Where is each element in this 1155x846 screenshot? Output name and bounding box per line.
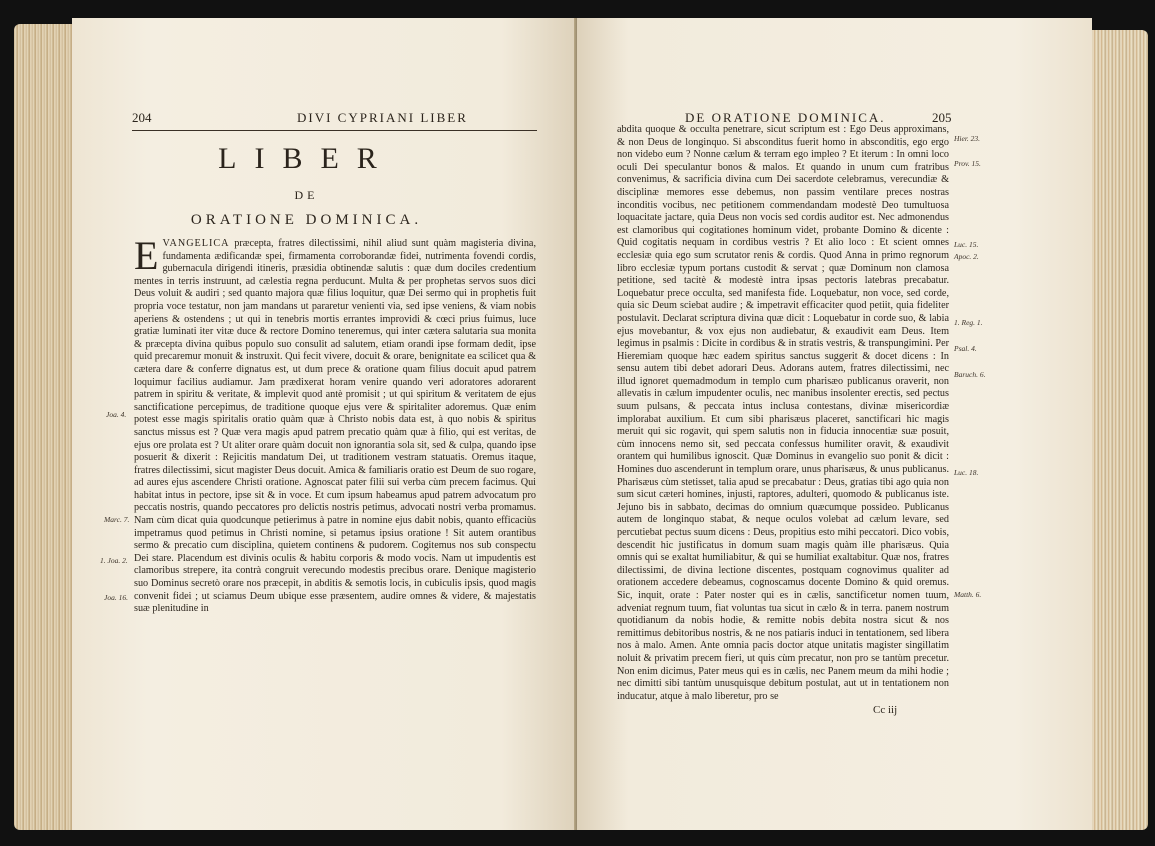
right-body-text (617, 124, 949, 704)
margin-note: Baruch. 6. (954, 370, 986, 379)
margin-note: Prov. 15. (954, 159, 981, 168)
open-book (8, 10, 1148, 836)
right-page (577, 18, 1092, 830)
margin-note: Hier. 23. (954, 134, 981, 143)
margin-note: Joa. 4. (106, 410, 127, 419)
margin-note: Luc. 18. (954, 468, 979, 477)
left-page (72, 18, 577, 830)
margin-note: 1. Reg. 1. (954, 318, 983, 327)
margin-note: 1. Joa. 2. (100, 556, 128, 565)
opening-word: VANGELICA (162, 238, 230, 249)
title-sub: ORATIONE DOMINICA. (190, 212, 423, 228)
page-number-right: 205 (932, 110, 952, 125)
right-body: abdita quoque & occulta penetrare, sicut scriptum est : Ego Deus approximans, & non Deus de longinquo. Si absconditus fuerit homo in absconditis, ego ergo non videbo eum ? Nonne cælum & terram ego impleo ? Et iterum : In omni loco oculi Dei speculantur bonos & malos. Et quando in unum cum fratribus convenimus, & sacrificia divina cum Dei sacerdote celebramus, verecundiæ & disciplinæ memores esse debemus, non passim ventilare preces nostras inconditis vocibus, nec petitionem commendandam modestè Deo tumultuosa loquacitate jactare, quia Deus non vocis sed cordis auditor est. Nec admonendus est clamoribus qui cogitationes hominum videt, probante Domino & dicente : Quid cogitatis nequam in cordibus vestris ? Et alio loco : Et scient omnes ecclesiæ quia ego sum scrutator renis & cordis. Quod Anna in primo regnorum libro ecclesiæ typum portans custodit & servat ; quæ Dominum non clamosa petitione, sed tacitè & modestè intra ipsas pectoris latebras precabatur. Loquebatur prece occulta, sed manifesta fide. Loquebatur, non voce, sed corde, quia sic Deum sciebat audire ; & impetravit efficaciter quod petiit, quia fideliter postulavit. Declarat scriptura divina quæ dicit : Loquebatur in corde suo, & labia ejus movebantur, & vox ejus non audiebatur, & exaudivit eam Deus. Item legimus in psalmis : Dicite in cordibus & in stratis vestris, & transpungimini. Per Hieremiam quoque hæc eadem spiritus sanctus suggerit & docet dicens : In sensu autem tibi debet adorari Deus. Adorans autem, fratres dilectissimi, nec illud ignoret quemadmodum in templo cum pharisæo publicanus oraverit, non allevatis in cælum impudenter oculis, nec manibus insolenter erectis, sed pectus suum pulsans, & peccata intus inclusa contestans, divinæ misericordiæ implorabat auxilium. Et cum sibi pharisæus placeret, sanctificari hic magis meruit qui sic rogavit, qui spem salutis non in fiducia innocentiæ suæ posuit, cùm innocens nemo sit, sed peccata confessus humiliter oravit, & exaudivit orantem qui humilibus ignoscit. Quæ Dominus in evangelio suo ponit & dicit : Homines duo ascenderunt in templum orare, unus pharisæus, & unus publicanus. Pharisæus cùm stetisset, talia apud se precabatur : Deus, gratias tibi ago quia non sum sicut cæteri homines, injusti, raptores, adulteri, quomodo & publicanus iste. Jejuno bis in sabbato, decimas do omnium quæcumque possideo. Publicanus autem de longinquo stabat, & neque oculos volebat ad cælum levare, sed percutiebat pectus suum dicens : Deus, propitius esto mihi peccatori. Dico vobis, descendit hic justificatus in domum suam magis quàm ille pharisæus. Quia omnis qui se exaltat humiliabitur, & qui se humiliat exaltabitur. Quæ nos, fratres dilectissimi, de divina lectione discentes, postquam cognovimus qualiter ad orationem accedere debeamus, cognoscamus docente Domino & quid oremus. Sic, inquit, orate : Pater noster qui es in cælis, sanctificetur nomen tuum, adveniat regnum tuum, fiat voluntas tua sicut in cælo & in terra. panem nostrum quotidianum da nobis hodie, & remitte nobis debita nostra sicut & nos remittimus debitoribus nostris, & ne nos patiaris induci in tentationem, sed libera nos à malo. Amen. Ante omnia pacis doctor atque unitatis magister singillatim noluit & privatim precem fieri, ut quis cùm precatur, non pro se tantùm precetur. Non enim dicimus, Pater meus qui es in cælis, nec Panem meum da mihi hodie ; nec dimitti sibi tantùm unusquisque debitum postulat, aut ut in tentationem non inducatur, atque à malo liberetur, pro se (617, 124, 949, 702)
title-de: DE (294, 188, 319, 202)
left-body: præcepta, fratres dilectissimi, nihil aliud sunt quàm magisteria divina, fundamenta ædificandæ spei, firmamenta corroborandæ fidei, nutrimenta fovendi cordis, gubernacula dirigendi itineris, præsidia obtinendæ salutis : quæ dum dociles credentium mentes in terris instruunt, ad cælestia regna perducunt. Multa & per prophetas servos suos dici Deus voluit & audiri ; sed quanto majora quæ filius loquitur, quæ Dei sermo qui in prophetis fuit propria voce testatur, non jam mandans ut pararetur venienti via, sed ipse veniens, & viam nobis aperiens & ostendens ; ut qui in tenebris mortis errantes improvidi & cœci prius fuimus, luce gratiæ luminati iter vitæ duce & rectore Domino teneremus, qui inter cætera salutaria sua monita & præcepta divina quibus populo suo consulit ad salutem, etiam orandi ipse formam dedit, ipse quid precaremur monuit & instruxit. Qui fecit vivere, docuit & orare, benignitate ea scilicet qua & cætera dare & conferre dignatus est, ut dum prece & oratione quam filius docuit apud patrem loquimur facilius audiamur. Jam prædixerat horam venire quando veri adoratores adorarent patrem in spiritu & veritate, & implevit quod antè promisit ; ut qui spiritum & veritatem de ejus sanctificatione percepimus, de traditione quoque ejus vere & spiritaliter adoremus. Quæ enim potest esse magis spiritalis oratio quàm quæ à Christo nobis data est, à quo nobis & spiritus sanctus missus est ? Quæ vera magis apud patrem precatio quàm quæ à filio, qui est veritas, de ejus ore prolata est ? Ut aliter orare quàm docuit non ignorantia sola sit, sed & culpa, quando ipse posuerit & dixerit : Rejicitis mandatum Dei, ut traditionem vestram statuatis. Oremus itaque, fratres dilectissimi, sicut magister Deus docuit. Amica & familiaris oratio est Deum de suo rogare, ad aures ejus ascendere Christi oratione. Agnoscat pater filii sui verba cùm precem facimus. Qui habitat intus in pectore, ipse sit & in voce. Et cum ipsum habeamus apud patrem advocatum pro peccatis nostris, quando peccatores pro delictis nostris petimus, advocati nostri verba promamus. Nam cùm dicat quia quodcunque petierimus à patre in nomine ejus dabit nobis, quanto efficaciùs impetramus quod petimus in Christi nomine, si petamus ipsius oratione ! Sit autem orantibus sermo & precatio cum disciplina, quietem continens & pudorem. Cogitemus nos sub conspectu Dei stare. Placendum est divinis oculis & habitu corporis & modo vocis. Nam ut impudentis est clamoribus strepere, ita contrà congruit verecundo modestis precibus orare. Denique magisterio suo Dominus secretò orare nos præcepit, in abditis & semotis locis, in cubiculis ipsis, quod magis convenit fidei ; ut sciamus Deum ubique esse præsentem, audire omnes & videre, & majestatis suæ plenitudine in (134, 238, 536, 615)
title-main: LIBER (218, 142, 395, 175)
margin-note: Joa. 16. (104, 593, 128, 602)
margin-note: Luc. 15. (954, 240, 979, 249)
signature-mark: Cc iij (873, 704, 898, 716)
left-body-text (134, 233, 536, 708)
right-page-edges (1088, 30, 1148, 830)
drop-cap: E (134, 233, 159, 278)
margin-note: Marc. 7. (104, 515, 130, 524)
head-rule-left (132, 130, 537, 131)
page-number-left: 204 (132, 110, 152, 125)
running-head-right: DE ORATIONE DOMINICA. (685, 110, 886, 125)
margin-note: Apoc. 2. (954, 252, 979, 261)
margin-note: Psal. 4. (954, 344, 977, 353)
running-head-left: DIVI CYPRIANI LIBER (297, 110, 468, 125)
margin-note: Matth. 6. (954, 590, 982, 599)
